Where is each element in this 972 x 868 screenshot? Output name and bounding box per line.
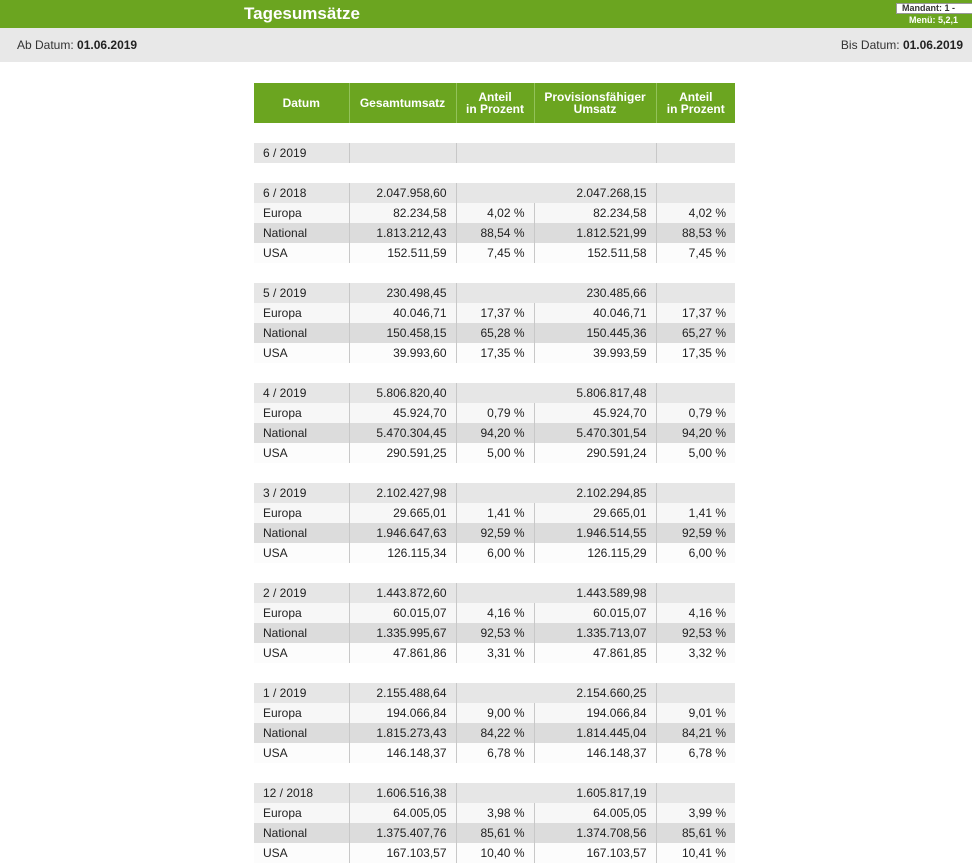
- cell-gesamtumsatz: 290.591,25: [349, 443, 456, 463]
- region-label: USA: [254, 743, 349, 763]
- cell-gesamtumsatz: 194.066,84: [349, 703, 456, 723]
- period-gesamtumsatz: 1.443.872,60: [349, 583, 456, 603]
- cell-gesamtumsatz: 146.148,37: [349, 743, 456, 763]
- table-row[interactable]: [254, 503, 735, 523]
- period-row[interactable]: [254, 683, 735, 703]
- period-anteil-2: [656, 483, 735, 503]
- cell-gesamtumsatz: 1.813.212,43: [349, 223, 456, 243]
- cell-gesamtumsatz: 1.375.407,76: [349, 823, 456, 843]
- period-anteil-1: [456, 783, 534, 803]
- cell-gesamtumsatz: 64.005,05: [349, 803, 456, 823]
- cell-prov-umsatz: 39.993,59: [534, 343, 656, 363]
- group-spacer: [254, 263, 735, 283]
- region-label: National: [254, 823, 349, 843]
- cell-prov-umsatz: 1.814.445,04: [534, 723, 656, 743]
- cell-anteil-1: 92,53 %: [456, 623, 534, 643]
- cell-anteil-1: 7,45 %: [456, 243, 534, 263]
- cell-prov-umsatz: 194.066,84: [534, 703, 656, 723]
- period-anteil-2: [656, 283, 735, 303]
- period-row[interactable]: [254, 783, 735, 803]
- cell-anteil-2: 92,59 %: [656, 523, 735, 543]
- period-label: 6 / 2019: [254, 143, 349, 163]
- region-label: Europa: [254, 203, 349, 223]
- column-header-anteil-1[interactable]: Anteil in Prozent: [456, 83, 534, 123]
- table-row[interactable]: [254, 343, 735, 363]
- cell-anteil-1: 85,61 %: [456, 823, 534, 843]
- sales-table: [254, 83, 735, 863]
- period-anteil-2: [656, 583, 735, 603]
- table-row[interactable]: [254, 843, 735, 863]
- region-label: USA: [254, 243, 349, 263]
- cell-prov-umsatz: 60.015,07: [534, 603, 656, 623]
- period-gesamtumsatz: 230.498,45: [349, 283, 456, 303]
- cell-anteil-2: 94,20 %: [656, 423, 735, 443]
- cell-anteil-1: 17,35 %: [456, 343, 534, 363]
- page-title: Tagesumsätze: [244, 4, 360, 23]
- cell-prov-umsatz: 1.946.514,55: [534, 523, 656, 543]
- cell-anteil-2: 4,02 %: [656, 203, 735, 223]
- region-label: National: [254, 623, 349, 643]
- from-date-value: 01.06.2019: [77, 38, 138, 52]
- cell-anteil-2: 3,32 %: [656, 643, 735, 663]
- group-spacer: [254, 763, 735, 783]
- column-header-datum[interactable]: Datum: [254, 83, 349, 123]
- cell-anteil-2: 88,53 %: [656, 223, 735, 243]
- period-anteil-2: [656, 183, 735, 203]
- table-row[interactable]: [254, 703, 735, 723]
- region-label: Europa: [254, 403, 349, 423]
- group-spacer: [254, 363, 735, 383]
- table-row[interactable]: [254, 743, 735, 763]
- period-anteil-2: [656, 143, 735, 163]
- cell-anteil-1: 1,41 %: [456, 503, 534, 523]
- column-header-anteil-2[interactable]: Anteil in Prozent: [656, 83, 735, 123]
- period-row[interactable]: [254, 143, 735, 163]
- cell-anteil-2: 6,00 %: [656, 543, 735, 563]
- cell-gesamtumsatz: 150.458,15: [349, 323, 456, 343]
- cell-prov-umsatz: 5.470.301,54: [534, 423, 656, 443]
- period-row[interactable]: [254, 583, 735, 603]
- cell-prov-umsatz: 64.005,05: [534, 803, 656, 823]
- cell-prov-umsatz: 82.234,58: [534, 203, 656, 223]
- group-spacer: [254, 563, 735, 583]
- period-gesamtumsatz: 1.606.516,38: [349, 783, 456, 803]
- sales-table-container: [254, 83, 735, 863]
- cell-anteil-1: 4,02 %: [456, 203, 534, 223]
- period-anteil-1: [456, 683, 534, 703]
- cell-gesamtumsatz: 40.046,71: [349, 303, 456, 323]
- table-row[interactable]: [254, 243, 735, 263]
- cell-prov-umsatz: 1.335.713,07: [534, 623, 656, 643]
- period-anteil-2: [656, 683, 735, 703]
- table-row[interactable]: [254, 443, 735, 463]
- period-anteil-1: [456, 183, 534, 203]
- region-label: National: [254, 723, 349, 743]
- region-label: National: [254, 523, 349, 543]
- cell-anteil-2: 7,45 %: [656, 243, 735, 263]
- period-prov-umsatz: 2.047.268,15: [534, 183, 656, 203]
- cell-gesamtumsatz: 126.115,34: [349, 543, 456, 563]
- cell-anteil-2: 85,61 %: [656, 823, 735, 843]
- period-anteil-1: [456, 383, 534, 403]
- period-anteil-1: [456, 583, 534, 603]
- cell-prov-umsatz: 146.148,37: [534, 743, 656, 763]
- to-date-label: Bis Datum:: [840, 38, 900, 52]
- period-row[interactable]: [254, 483, 735, 503]
- group-spacer: [254, 463, 735, 483]
- cell-gesamtumsatz: 45.924,70: [349, 403, 456, 423]
- cell-prov-umsatz: 152.511,58: [534, 243, 656, 263]
- period-prov-umsatz: 1.443.589,98: [534, 583, 656, 603]
- cell-anteil-1: 5,00 %: [456, 443, 534, 463]
- period-prov-umsatz: 2.102.294,85: [534, 483, 656, 503]
- period-gesamtumsatz: 2.155.488,64: [349, 683, 456, 703]
- table-row[interactable]: [254, 623, 735, 643]
- cell-anteil-1: 6,00 %: [456, 543, 534, 563]
- cell-prov-umsatz: 29.665,01: [534, 503, 656, 523]
- period-label: 5 / 2019: [254, 283, 349, 303]
- cell-anteil-2: 17,37 %: [656, 303, 735, 323]
- table-row[interactable]: [254, 523, 735, 543]
- region-label: National: [254, 423, 349, 443]
- mandant-badge: Mandant: 1 -: [896, 3, 972, 14]
- cell-anteil-1: 88,54 %: [456, 223, 534, 243]
- cell-gesamtumsatz: 1.335.995,67: [349, 623, 456, 643]
- region-label: USA: [254, 443, 349, 463]
- cell-prov-umsatz: 40.046,71: [534, 303, 656, 323]
- cell-prov-umsatz: 1.374.708,56: [534, 823, 656, 843]
- period-row[interactable]: [254, 283, 735, 303]
- cell-anteil-1: 92,59 %: [456, 523, 534, 543]
- table-body: [254, 123, 735, 863]
- from-date: [17, 38, 137, 52]
- period-row[interactable]: [254, 183, 735, 203]
- table-row[interactable]: [254, 643, 735, 663]
- region-label: National: [254, 323, 349, 343]
- region-label: Europa: [254, 303, 349, 323]
- cell-prov-umsatz: 126.115,29: [534, 543, 656, 563]
- table-row[interactable]: [254, 423, 735, 443]
- cell-prov-umsatz: 45.924,70: [534, 403, 656, 423]
- to-date-value: 01.06.2019: [902, 38, 963, 52]
- cell-gesamtumsatz: 1.815.273,43: [349, 723, 456, 743]
- cell-prov-umsatz: 167.103,57: [534, 843, 656, 863]
- region-label: Europa: [254, 603, 349, 623]
- cell-anteil-1: 6,78 %: [456, 743, 534, 763]
- cell-anteil-2: 1,41 %: [656, 503, 735, 523]
- table-row[interactable]: [254, 203, 735, 223]
- period-label: 4 / 2019: [254, 383, 349, 403]
- column-header-gesamtumsatz[interactable]: Gesamtumsatz: [349, 83, 456, 123]
- cell-anteil-1: 3,98 %: [456, 803, 534, 823]
- group-spacer: [254, 163, 735, 183]
- cell-anteil-2: 17,35 %: [656, 343, 735, 363]
- cell-anteil-1: 3,31 %: [456, 643, 534, 663]
- column-header-provisionsfaehiger-umsatz[interactable]: Provisionsfähiger Umsatz: [534, 83, 656, 123]
- date-range-bar: [0, 28, 972, 62]
- period-prov-umsatz: [534, 143, 656, 163]
- cell-gesamtumsatz: 39.993,60: [349, 343, 456, 363]
- cell-anteil-1: 9,00 %: [456, 703, 534, 723]
- cell-gesamtumsatz: 29.665,01: [349, 503, 456, 523]
- period-gesamtumsatz: 2.047.958,60: [349, 183, 456, 203]
- menu-info: Menü: 5,2,1: [908, 15, 958, 25]
- cell-gesamtumsatz: 167.103,57: [349, 843, 456, 863]
- table-row[interactable]: [254, 823, 735, 843]
- period-anteil-1: [456, 483, 534, 503]
- table-row[interactable]: [254, 223, 735, 243]
- from-date-label: Ab Datum:: [17, 38, 74, 52]
- cell-gesamtumsatz: 152.511,59: [349, 243, 456, 263]
- cell-anteil-2: 3,99 %: [656, 803, 735, 823]
- region-label: Europa: [254, 803, 349, 823]
- region-label: Europa: [254, 503, 349, 523]
- cell-anteil-2: 4,16 %: [656, 603, 735, 623]
- cell-gesamtumsatz: 5.470.304,45: [349, 423, 456, 443]
- period-label: 2 / 2019: [254, 583, 349, 603]
- period-anteil-1: [456, 283, 534, 303]
- cell-gesamtumsatz: 82.234,58: [349, 203, 456, 223]
- cell-anteil-2: 10,41 %: [656, 843, 735, 863]
- region-label: National: [254, 223, 349, 243]
- cell-anteil-1: 10,40 %: [456, 843, 534, 863]
- period-anteil-2: [656, 383, 735, 403]
- cell-anteil-1: 0,79 %: [456, 403, 534, 423]
- period-gesamtumsatz: 5.806.820,40: [349, 383, 456, 403]
- cell-anteil-1: 4,16 %: [456, 603, 534, 623]
- period-prov-umsatz: 2.154.660,25: [534, 683, 656, 703]
- table-row[interactable]: [254, 543, 735, 563]
- region-label: USA: [254, 643, 349, 663]
- region-label: USA: [254, 543, 349, 563]
- period-label: 6 / 2018: [254, 183, 349, 203]
- group-spacer: [254, 663, 735, 683]
- cell-prov-umsatz: 150.445,36: [534, 323, 656, 343]
- region-label: Europa: [254, 703, 349, 723]
- table-row[interactable]: [254, 323, 735, 343]
- cell-anteil-2: 0,79 %: [656, 403, 735, 423]
- cell-anteil-1: 17,37 %: [456, 303, 534, 323]
- cell-anteil-2: 9,01 %: [656, 703, 735, 723]
- period-gesamtumsatz: 2.102.427,98: [349, 483, 456, 503]
- cell-prov-umsatz: 290.591,24: [534, 443, 656, 463]
- cell-gesamtumsatz: 47.861,86: [349, 643, 456, 663]
- cell-gesamtumsatz: 1.946.647,63: [349, 523, 456, 543]
- table-row[interactable]: [254, 803, 735, 823]
- cell-gesamtumsatz: 60.015,07: [349, 603, 456, 623]
- to-date: [841, 38, 963, 52]
- cell-anteil-1: 65,28 %: [456, 323, 534, 343]
- period-prov-umsatz: 1.605.817,19: [534, 783, 656, 803]
- cell-anteil-2: 65,27 %: [656, 323, 735, 343]
- period-anteil-1: [456, 143, 534, 163]
- period-label: 12 / 2018: [254, 783, 349, 803]
- period-label: 1 / 2019: [254, 683, 349, 703]
- table-row[interactable]: [254, 403, 735, 423]
- top-bar: [0, 0, 972, 28]
- table-row[interactable]: [254, 723, 735, 743]
- period-prov-umsatz: 230.485,66: [534, 283, 656, 303]
- table-row[interactable]: [254, 603, 735, 623]
- cell-anteil-1: 94,20 %: [456, 423, 534, 443]
- period-prov-umsatz: 5.806.817,48: [534, 383, 656, 403]
- region-label: USA: [254, 343, 349, 363]
- period-label: 3 / 2019: [254, 483, 349, 503]
- cell-anteil-1: 84,22 %: [456, 723, 534, 743]
- cell-anteil-2: 5,00 %: [656, 443, 735, 463]
- group-spacer: [254, 123, 735, 143]
- region-label: USA: [254, 843, 349, 863]
- table-row[interactable]: [254, 303, 735, 323]
- table-header-row: [254, 83, 735, 123]
- period-gesamtumsatz: [349, 143, 456, 163]
- period-row[interactable]: [254, 383, 735, 403]
- period-anteil-2: [656, 783, 735, 803]
- cell-anteil-2: 84,21 %: [656, 723, 735, 743]
- cell-prov-umsatz: 47.861,85: [534, 643, 656, 663]
- cell-prov-umsatz: 1.812.521,99: [534, 223, 656, 243]
- cell-anteil-2: 92,53 %: [656, 623, 735, 643]
- cell-anteil-2: 6,78 %: [656, 743, 735, 763]
